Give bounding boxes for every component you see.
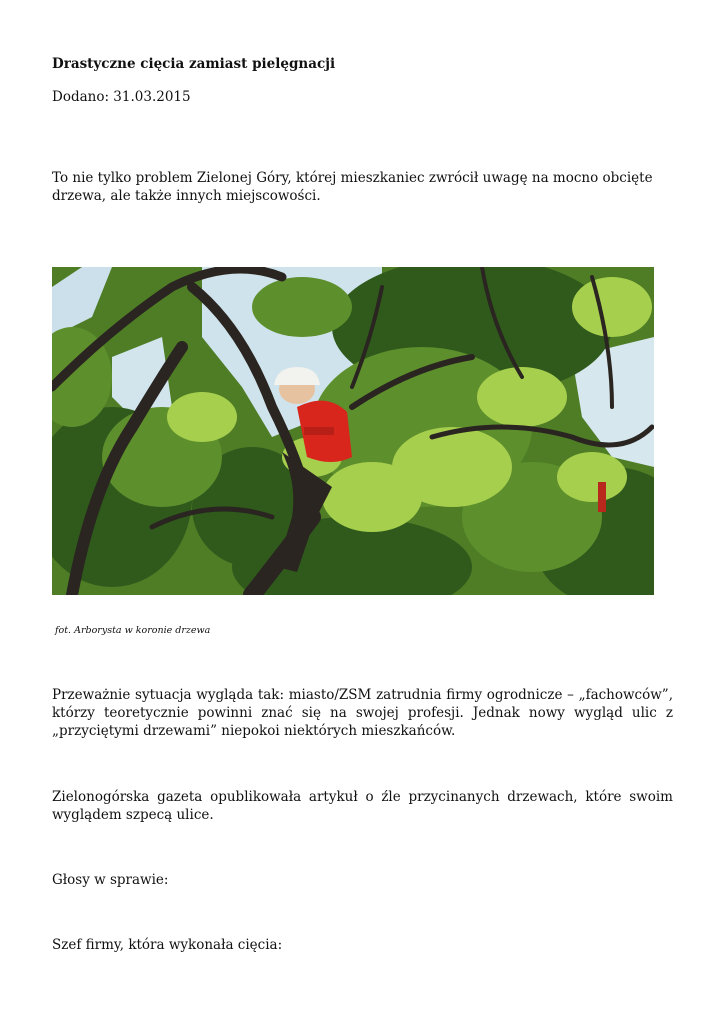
publish-date: Dodano: 31.03.2015 — [52, 89, 191, 105]
body-paragraph-2: Zielonogórska gazeta opublikowała artykuł o źle przycinanych drzewach, które swoim wyglądem szpecą ulice. — [52, 789, 673, 823]
article-title: Drastyczne cięcia zamiast pielęgnacji — [52, 56, 336, 72]
body-paragraph-3: Głosy w sprawie: — [52, 872, 169, 888]
body-paragraph-4: Szef firmy, która wykonała cięcia: — [52, 937, 283, 953]
photo-caption: fot. Arborysta w koronie drzewa — [55, 625, 211, 636]
tree-canopy-image — [52, 267, 654, 595]
intro-paragraph: To nie tylko problem Zielonej Góry, której mieszkaniec zwrócił uwagę na mocno obcięte drzewa, ale także innych miejscowości. — [52, 170, 653, 204]
arborist-photo — [52, 267, 654, 595]
body-paragraph-1: Przeważnie sytuacja wygląda tak: miasto/ZSM zatrudnia firmy ogrodnicze – „fachowców”, którzy teoretycznie powinni znać się na swojej profesji. Jednak nowy wygląd ulic z „przyciętymi drzewami” niepokoi niektórych mieszkańców. — [52, 687, 673, 739]
